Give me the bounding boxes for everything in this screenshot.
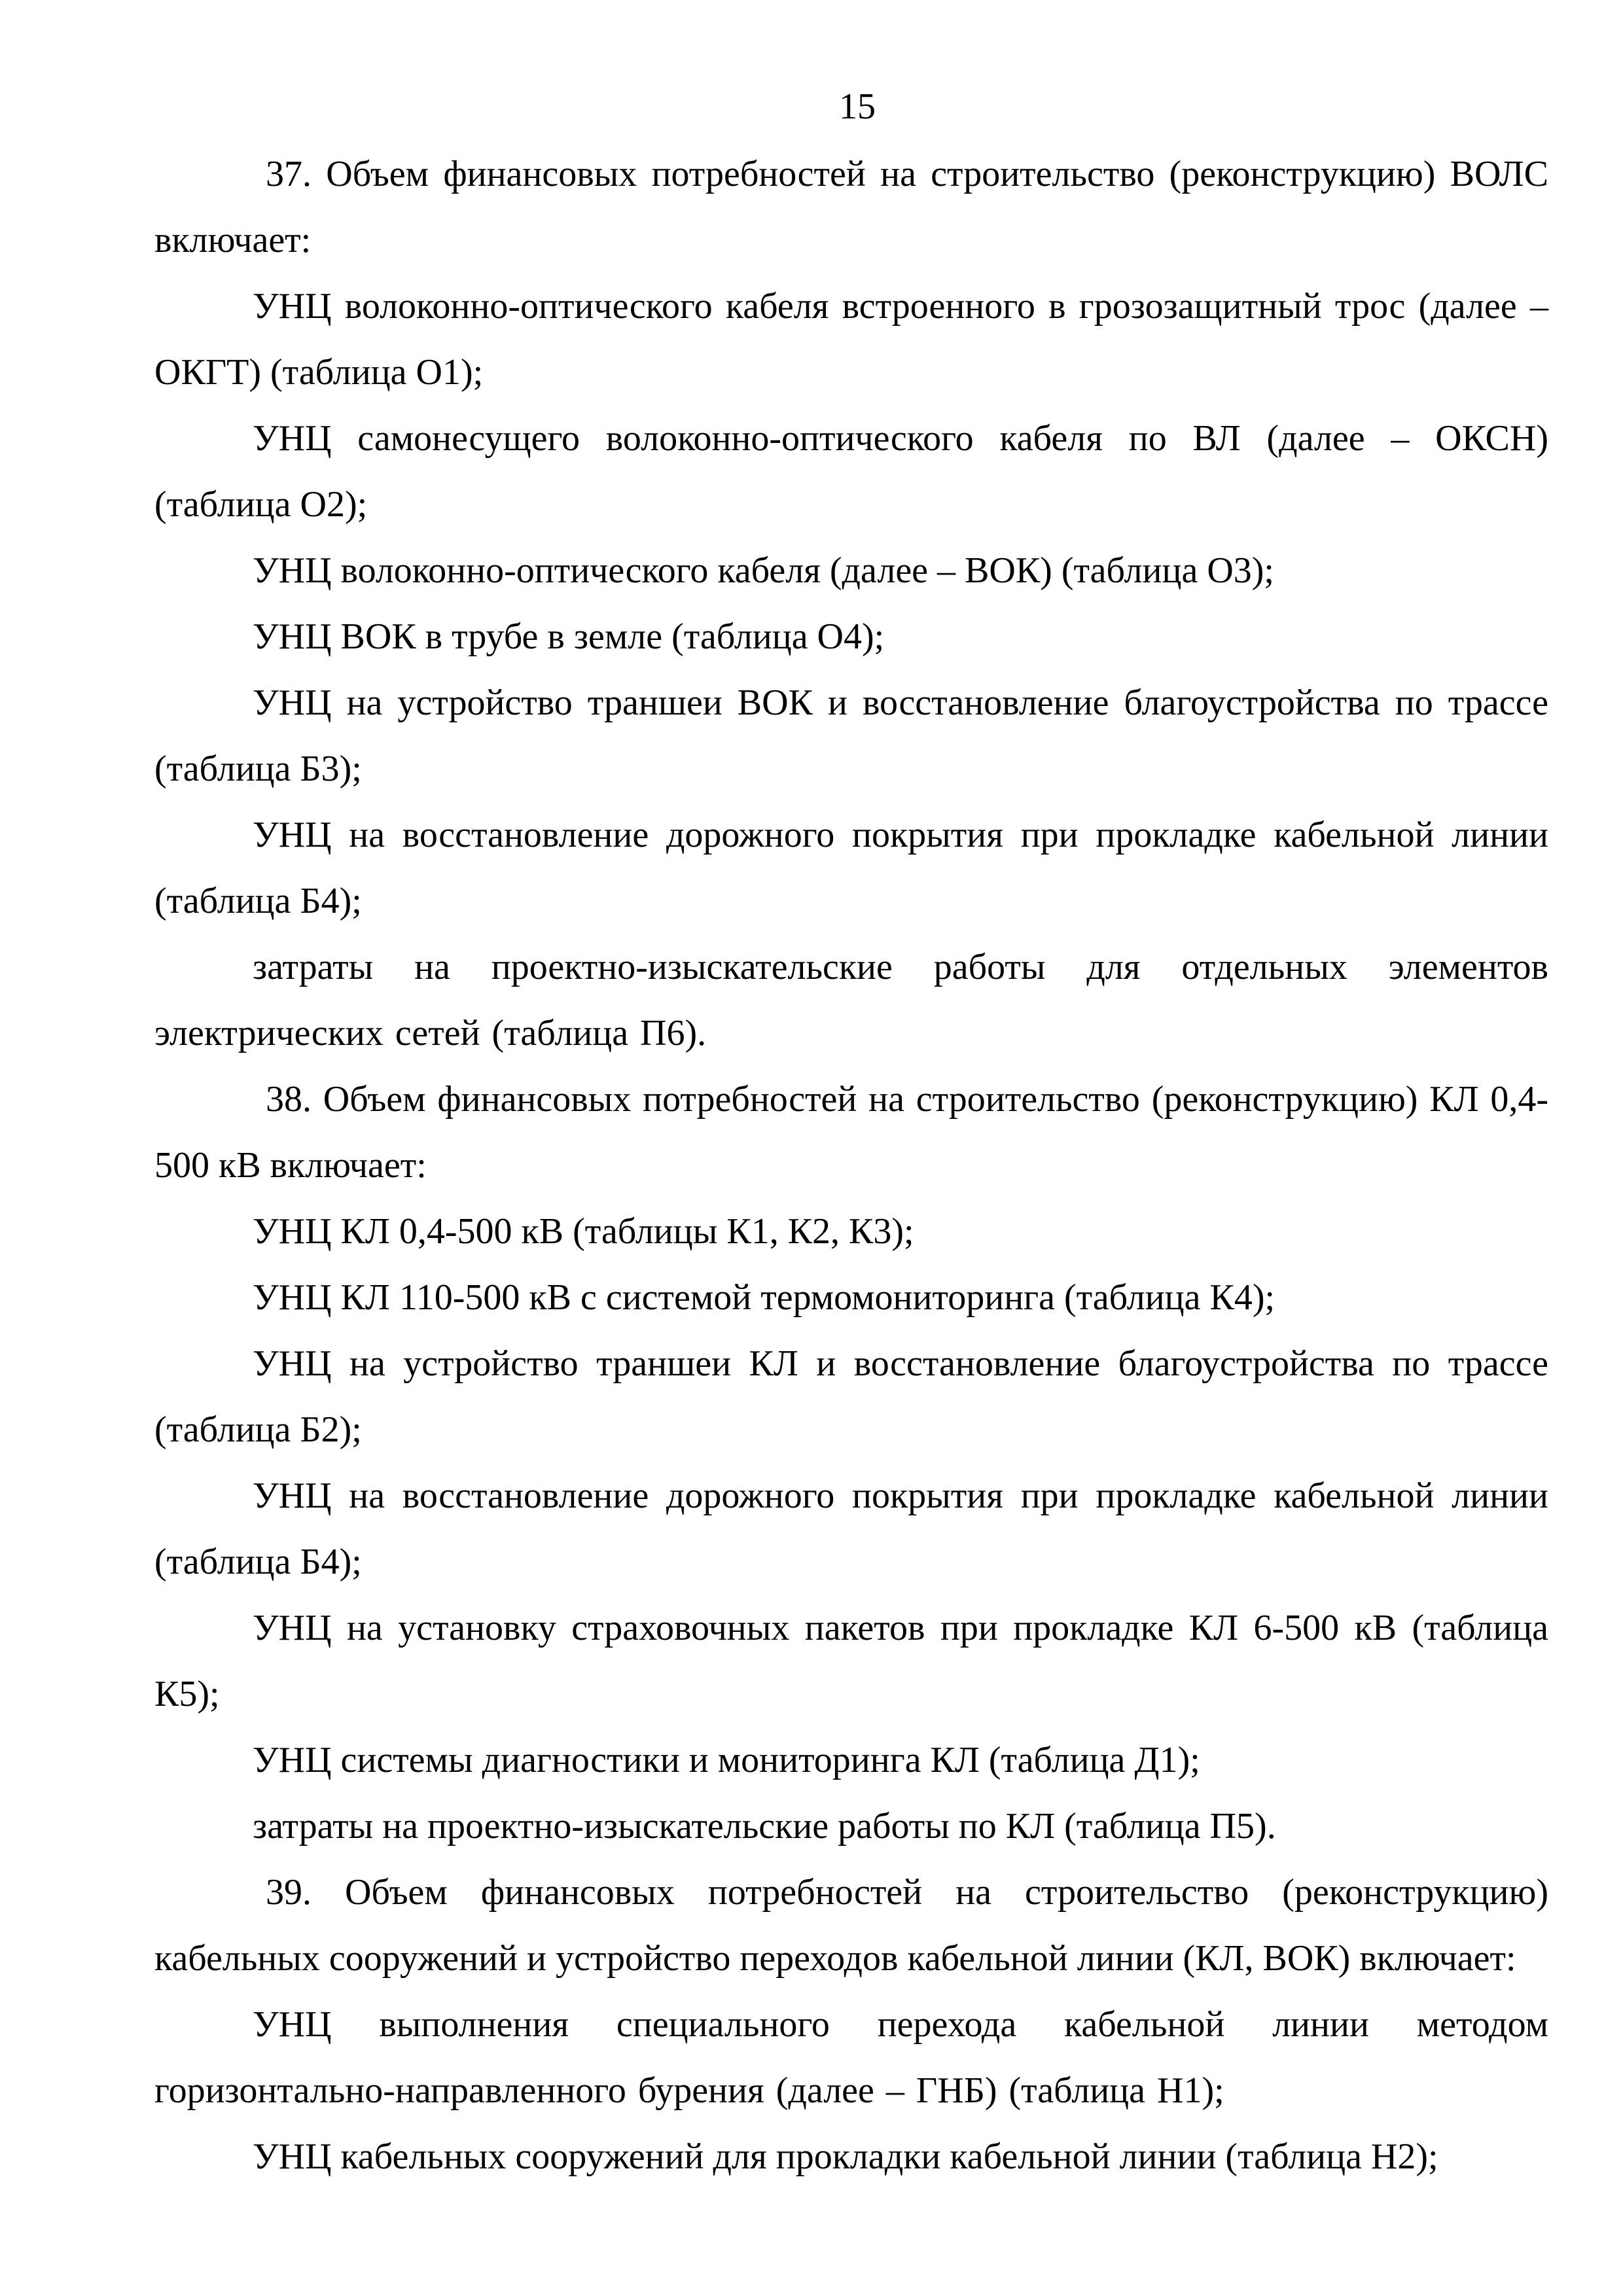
paragraph-item-39: 39. Объем финансовых потребностей на строительство (реконструкцию) кабельных сооружений и устройство переходов кабельной линии (КЛ, ВОК) включает: [154, 1872, 1548, 1979]
paragraph-safety-packages-k5: УНЦ на установку страховочных пакетов при прокладке КЛ 6-500 кВ (таблица К5); [154, 1608, 1548, 1714]
paragraph-road-restoration-b4: УНЦ на восстановление дорожного покрытия при прокладке кабельной линии (таблица Б4); [154, 815, 1548, 921]
paragraph-item-38: 38. Объем финансовых потребностей на строительство (реконструкцию) КЛ 0,4-500 кВ включает: [154, 1079, 1548, 1186]
document-body [154, 141, 1548, 2190]
paragraph-cable-structures-h2: УНЦ кабельных сооружений для прокладки кабельной линии (таблица Н2); [253, 2136, 1438, 2177]
paragraph-road-restoration-b4-kl: УНЦ на восстановление дорожного покрытия при прокладке кабельной линии (таблица Б4); [154, 1475, 1548, 1582]
paragraph-kl-trench: УНЦ на устройство траншеи КЛ и восстановление благоустройства по трассе (таблица Б2); [154, 1343, 1548, 1450]
paragraph-design-costs-p5: затраты на проектно-изыскательские работы по КЛ (таблица П5). [253, 1806, 1276, 1846]
paragraph-item-37: 37. Объем финансовых потребностей на строительство (реконструкцию) ВОЛС включает: [154, 154, 1548, 260]
paragraph-okgt: УНЦ волоконно-оптического кабеля встроенного в грозозащитный трос (далее – ОКГТ) (таблица О1); [154, 286, 1548, 393]
paragraph-hdd-h1: УНЦ выполнения специального перехода кабельной линии методом горизонтально-направленного бурения (далее – ГНБ) (таблица Н1); [154, 2004, 1548, 2111]
paragraph-vok-trench: УНЦ на устройство траншеи ВОК и восстановление благоустройства по трассе (таблица Б3); [154, 682, 1548, 789]
paragraph-vok-pipe: УНЦ ВОК в трубе в земле (таблица О4); [253, 616, 885, 657]
paragraph-design-costs-p6: затраты на проектно-изыскательские работы для отдельных элементов электрических сетей (таблица П6). [154, 947, 1548, 1053]
page-number: 15 [839, 86, 876, 127]
paragraph-oksn: УНЦ самонесущего волоконно-оптического кабеля по ВЛ (далее – ОКСН) (таблица О2); [154, 418, 1548, 525]
paragraph-vok: УНЦ волоконно-оптического кабеля (далее – ВОК) (таблица О3); [253, 550, 1274, 591]
paragraph-diagnostics-d1: УНЦ системы диагностики и мониторинга КЛ (таблица Д1); [253, 1740, 1200, 1780]
paragraph-kl-k1-k3: УНЦ КЛ 0,4-500 кВ (таблицы К1, К2, К3); [253, 1211, 914, 1252]
paragraph-kl-k4: УНЦ КЛ 110-500 кВ с системой термомониторинга (таблица К4); [253, 1277, 1275, 1318]
